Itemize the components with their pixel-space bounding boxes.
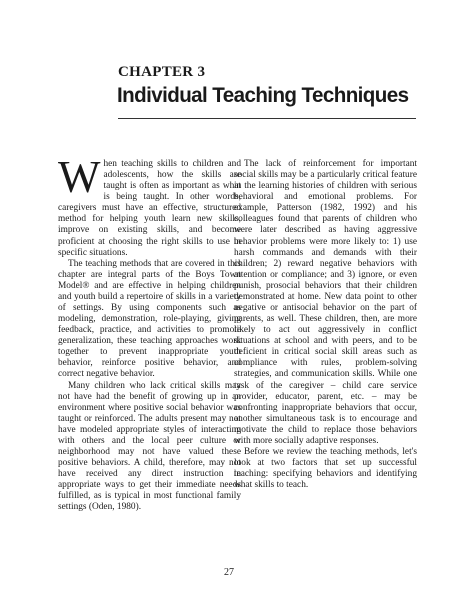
right-column [234,159,417,491]
paragraph: The teaching methods that are covered in this chapter are integral parts of the Boys Town Model® and are effective in helping children and youth build a repertoire of skills in a variety of settings. By using components such as modeling, demonstration, role-playing, giving feedback, practice, and activities to promote generalization, these teaching approaches work together to prevent inappropriate youth behavior, reinforce positive behavior, and correct negative behavior. [58,258,241,380]
chapter-label: CHAPTER 3 [118,64,206,80]
paragraph [58,152,241,259]
chapter-title: Individual Teaching Techniques [117,84,409,107]
title-divider [118,118,416,119]
drop-cap: W [58,152,101,202]
paragraph: Many children who lack critical skills may not have had the benefit of growing up in an environment where positive social behavior was taught or reinforced. The adults present may not have modeled appropriate styles of interacting with others and the local peer culture or neighborhood may not have valued these positive behaviors. A child, therefore, may not have received any direct instruction in appropriate ways to get their immediate needs fulfilled, as is typical in most functional family settings (Oden, 1980). [58,380,241,513]
left-column [58,152,241,514]
paragraph-text: hen teaching skills to children and adolescents, how the skills are taught is often as important as what is being taught. In other words, caregivers must have an effective, structured method for helping youth learn new skills, improve on existing skills, and become proficient at choosing the right skills to use in specific situations. [58,159,241,258]
page-number: 27 [224,567,234,578]
paragraph: Before we review the teaching methods, let's look at two factors that set up successful teaching: specifying behaviors and identifying what skills to teach. [234,447,417,491]
paragraph: The lack of reinforcement for important social skills may be a particularly critical feature in the learning histories of children with serious behavioral and emotional problems. For example, Patterson (1982, 1992) and his colleagues found that parents of children who were later described as having aggressive behavior problems were more likely to: 1) use harsh commands and demands with their children; 2) reward negative behaviors with attention or compliance; and 3) ignore, or even punish, prosocial behaviors that their children demonstrated at home. New data point to other negative or antisocial behavior on the part of parents, as well. These children, then, are more likely to act out aggressively in conflict situations at school and with peers, and to be deficient in critical social skill areas such as compliance with rules, problem-solving strategies, and communication skills. While one task of the caregiver – child care service provider, educator, parent, etc. – may be confronting inappropriate behaviors that occur, another simultaneous task is to encourage and motivate the child to replace those behaviors with more socially adaptive responses. [234,159,417,446]
